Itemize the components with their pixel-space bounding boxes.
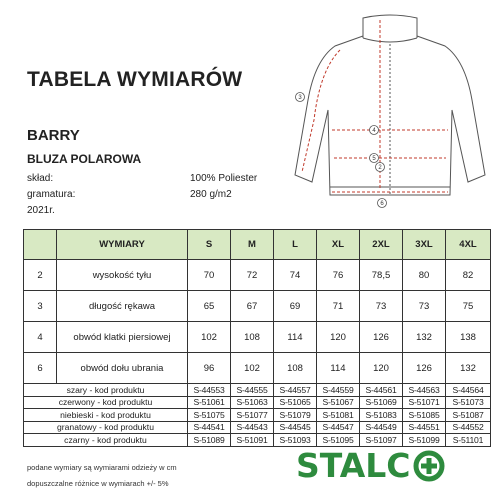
row-number: 2 bbox=[24, 260, 57, 291]
table-cell: 126 bbox=[360, 322, 403, 353]
code-cell: S-51095 bbox=[317, 434, 360, 447]
jacket-measurement-diagram bbox=[290, 0, 500, 215]
table-header-row bbox=[24, 230, 491, 260]
code-cell: S-51079 bbox=[274, 409, 317, 422]
code-cell: S-44561 bbox=[360, 384, 403, 397]
code-cell: S-51073 bbox=[446, 396, 491, 409]
code-cell: S-51081 bbox=[317, 409, 360, 422]
code-cell: S-44564 bbox=[446, 384, 491, 397]
sleeve-length-line bbox=[302, 50, 340, 172]
code-cell: S-51071 bbox=[403, 396, 446, 409]
logo-text: STALC bbox=[296, 446, 411, 485]
spec-label-weight: gramatura: bbox=[27, 189, 76, 200]
table-cell: 82 bbox=[446, 260, 491, 291]
header-measurements: WYMIARY bbox=[57, 230, 188, 260]
code-cell: S-51061 bbox=[188, 396, 231, 409]
spec-label-composition: skład: bbox=[27, 173, 54, 184]
code-cell: S-44551 bbox=[403, 421, 446, 434]
spec-value-composition: 100% Poliester bbox=[190, 173, 258, 184]
table-cell: 73 bbox=[360, 291, 403, 322]
row-number: 6 bbox=[24, 353, 57, 384]
model-name: BARRY bbox=[27, 127, 80, 144]
spec-value-weight: 280 g/m2 bbox=[190, 189, 232, 200]
table-row bbox=[24, 353, 491, 384]
header-size-3xl: 3XL bbox=[403, 230, 446, 260]
jacket-collar-base bbox=[363, 38, 417, 42]
header-size-xl: XL bbox=[317, 230, 360, 260]
table-cell: 96 bbox=[188, 353, 231, 384]
code-row bbox=[24, 384, 491, 397]
table-cell: 80 bbox=[403, 260, 446, 291]
code-cell: S-51089 bbox=[188, 434, 231, 447]
header-size-m: M bbox=[231, 230, 274, 260]
table-cell: 76 bbox=[317, 260, 360, 291]
table-cell: 102 bbox=[188, 322, 231, 353]
code-row bbox=[24, 434, 491, 447]
table-cell: 108 bbox=[231, 322, 274, 353]
marker-5: 5 bbox=[372, 156, 376, 162]
code-cell: S-51101 bbox=[446, 434, 491, 447]
row-number: 4 bbox=[24, 322, 57, 353]
page-title: TABELA WYMIARÓW bbox=[27, 68, 243, 91]
code-cell: S-51087 bbox=[446, 409, 491, 422]
marker-2: 2 bbox=[378, 165, 382, 171]
header-size-4xl: 4XL bbox=[446, 230, 491, 260]
table-cell: 72 bbox=[231, 260, 274, 291]
header-size-s: S bbox=[188, 230, 231, 260]
code-cell: S-51099 bbox=[403, 434, 446, 447]
code-cell: S-51069 bbox=[360, 396, 403, 409]
table-cell: 67 bbox=[231, 291, 274, 322]
marker-6: 6 bbox=[380, 201, 384, 207]
row-label: obwód dołu ubrania bbox=[57, 353, 188, 384]
code-cell: S-44547 bbox=[317, 421, 360, 434]
code-cell: S-51075 bbox=[188, 409, 231, 422]
table-row bbox=[24, 291, 491, 322]
code-cell: S-44541 bbox=[188, 421, 231, 434]
spec-year: 2021r. bbox=[27, 205, 55, 216]
code-cell: S-44543 bbox=[231, 421, 274, 434]
row-label: długość rękawa bbox=[57, 291, 188, 322]
jacket-body-outline bbox=[295, 36, 485, 195]
code-row-label: czerwony - kod produktu bbox=[24, 396, 188, 409]
code-row bbox=[24, 396, 491, 409]
code-row-label: niebieski - kod produktu bbox=[24, 409, 188, 422]
code-row bbox=[24, 421, 491, 434]
code-cell: S-44545 bbox=[274, 421, 317, 434]
table-cell: 114 bbox=[274, 322, 317, 353]
code-cell: S-44555 bbox=[231, 384, 274, 397]
table-cell: 108 bbox=[274, 353, 317, 384]
code-cell: S-44563 bbox=[403, 384, 446, 397]
code-cell: S-44552 bbox=[446, 421, 491, 434]
table-cell: 132 bbox=[446, 353, 491, 384]
code-row-label: granatowy - kod produktu bbox=[24, 421, 188, 434]
code-cell: S-44557 bbox=[274, 384, 317, 397]
code-row bbox=[24, 409, 491, 422]
size-table bbox=[23, 229, 491, 447]
code-row-label: szary - kod produktu bbox=[24, 384, 188, 397]
code-cell: S-51077 bbox=[231, 409, 274, 422]
jacket-collar bbox=[363, 15, 417, 38]
stalco-logo bbox=[296, 448, 446, 484]
table-cell: 102 bbox=[231, 353, 274, 384]
code-cell: S-51065 bbox=[274, 396, 317, 409]
code-cell: S-51093 bbox=[274, 434, 317, 447]
table-cell: 70 bbox=[188, 260, 231, 291]
row-label: obwód klatki piersiowej bbox=[57, 322, 188, 353]
table-cell: 73 bbox=[403, 291, 446, 322]
code-cell: S-51063 bbox=[231, 396, 274, 409]
marker-3: 3 bbox=[298, 95, 302, 101]
table-cell: 114 bbox=[317, 353, 360, 384]
logo-plus-circle-icon bbox=[412, 449, 446, 483]
marker-4: 4 bbox=[372, 128, 376, 134]
table-cell: 69 bbox=[274, 291, 317, 322]
code-cell: S-51091 bbox=[231, 434, 274, 447]
table-cell: 138 bbox=[446, 322, 491, 353]
row-number: 3 bbox=[24, 291, 57, 322]
table-cell: 132 bbox=[403, 322, 446, 353]
code-cell: S-51067 bbox=[317, 396, 360, 409]
table-row bbox=[24, 322, 491, 353]
table-cell: 74 bbox=[274, 260, 317, 291]
code-cell: S-44559 bbox=[317, 384, 360, 397]
code-cell: S-44553 bbox=[188, 384, 231, 397]
code-row-label: czarny - kod produktu bbox=[24, 434, 188, 447]
table-cell: 120 bbox=[360, 353, 403, 384]
code-cell: S-51083 bbox=[360, 409, 403, 422]
header-empty-cell bbox=[24, 230, 57, 260]
table-cell: 65 bbox=[188, 291, 231, 322]
product-subtitle: BLUZA POLAROWA bbox=[27, 152, 142, 166]
code-cell: S-44549 bbox=[360, 421, 403, 434]
header-size-l: L bbox=[274, 230, 317, 260]
note-dimensions: podane wymiary są wymiarami odzieży w cm bbox=[27, 463, 177, 472]
table-row bbox=[24, 260, 491, 291]
table-cell: 78,5 bbox=[360, 260, 403, 291]
row-label: wysokość tyłu bbox=[57, 260, 188, 291]
table-cell: 126 bbox=[403, 353, 446, 384]
table-cell: 71 bbox=[317, 291, 360, 322]
table-cell: 120 bbox=[317, 322, 360, 353]
code-cell: S-51097 bbox=[360, 434, 403, 447]
code-cell: S-51085 bbox=[403, 409, 446, 422]
table-cell: 75 bbox=[446, 291, 491, 322]
header-size-2xl: 2XL bbox=[360, 230, 403, 260]
note-tolerance: dopuszczalne różnice w wymiarach +/- 5% bbox=[27, 479, 169, 488]
